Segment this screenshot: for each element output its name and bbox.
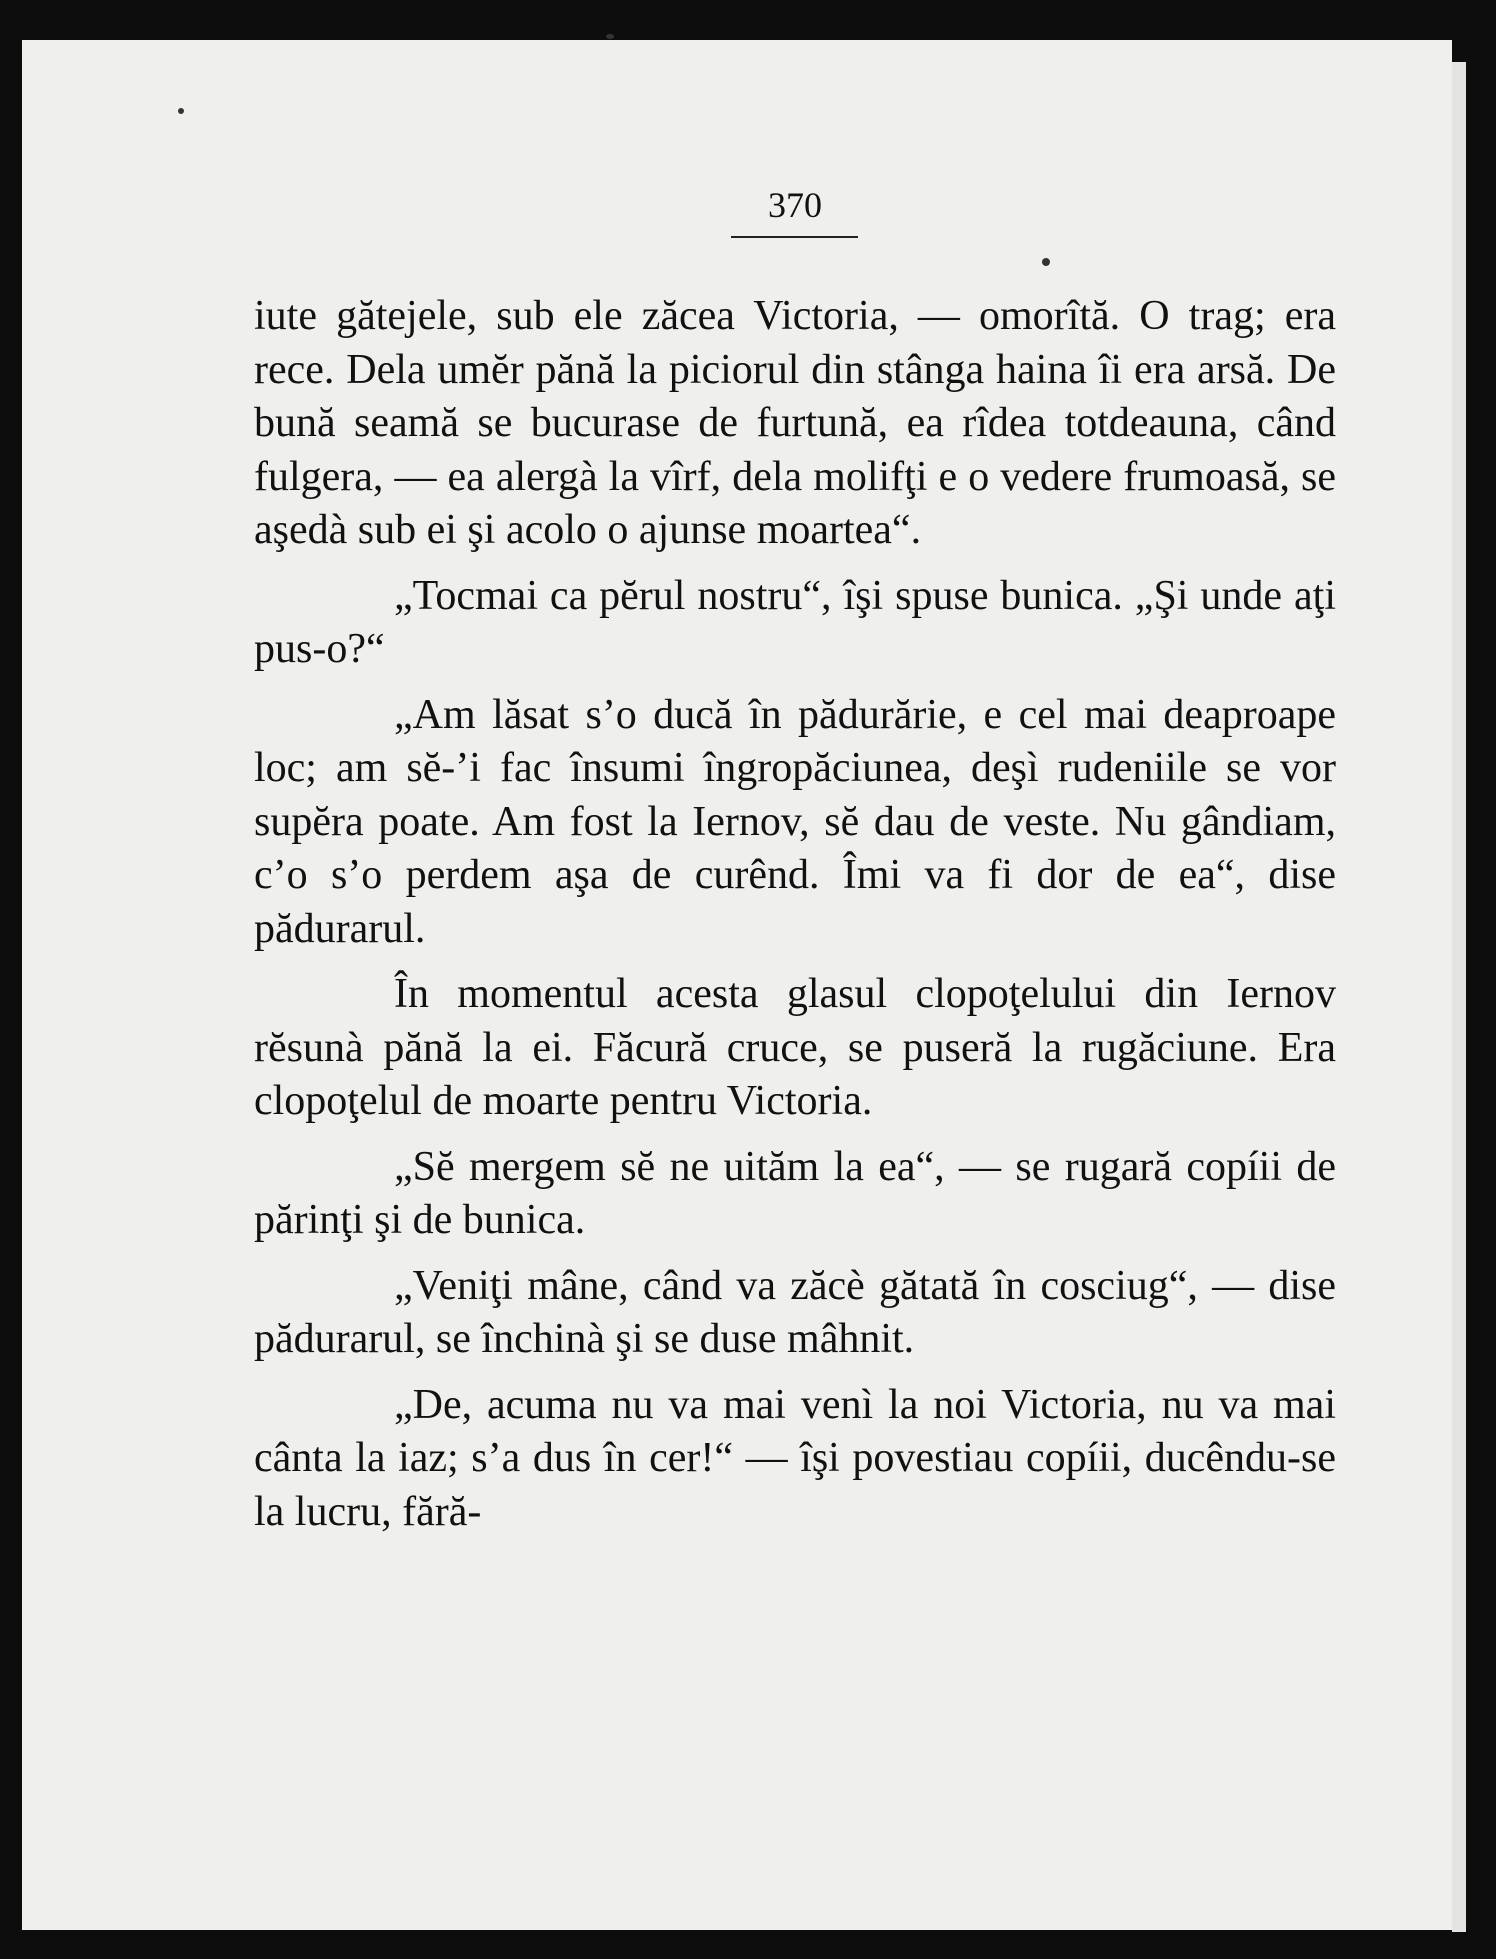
paragraph: „Am lăsat s’o ducă în pădurărie, e cel mai deaproape loc; am sĕ-’i fac însumi îngropăciunea, deşì rudeniile se vor supĕra poate. Am fost la Iernov, sĕ dau de veste. Nu gândiam, c’o s’o perdem aşa de curênd. Îmi va fi dor de ea“, dise pădurarul.: [254, 691, 1336, 952]
page-number-rule: [731, 236, 858, 238]
body-text: [254, 290, 1336, 1539]
paragraph: „Sĕ mergem sĕ ne uităm la ea“, — se rugară copíii de părinţi şi de bunica.: [254, 1143, 1336, 1243]
paragraph: „De, acuma nu va mai venì la noi Victoria, nu va mai cânta la iaz; s’a dus în cer!“ — îşi povestiau copíii, ducêndu-se la lucru, fără-: [254, 1381, 1336, 1535]
paragraph: „Veniţi mâne, când va zăcè gătată în cosciug“, — dise pădurarul, se închinà şi se duse mâhnit.: [254, 1262, 1336, 1362]
paragraph: „Tocmai ca pĕrul nostru“, îşi spuse bunica. „Şi unde aţi pus-o?“: [254, 572, 1336, 672]
ink-speck: [1042, 258, 1050, 266]
paragraph: iute gătejele, sub ele zăcea Victoria, — omorîtă. O trag; era rece. Dela umĕr pănă la piciorul din stânga haina îi era arsă. De bună seamă se bucurase de furtună, ea rîdea totdeauna, când fulgera, — ea alergà la vîrf, dela molifţi e o vedere frumoasă, se aşedà sub ei şi acolo o ajunse moartea“.: [254, 293, 1336, 553]
ink-speck: [606, 34, 614, 39]
ink-speck: [178, 108, 184, 114]
page-edge: [1452, 62, 1466, 1932]
page-number: 370: [768, 185, 822, 225]
paragraph: În momentul acesta glasul clopoţelului din Iernov rĕsunà pănă la ei. Făcură cruce, se puseră la rugăciune. Era clopoţelul de moarte pentru Victoria.: [254, 971, 1336, 1124]
